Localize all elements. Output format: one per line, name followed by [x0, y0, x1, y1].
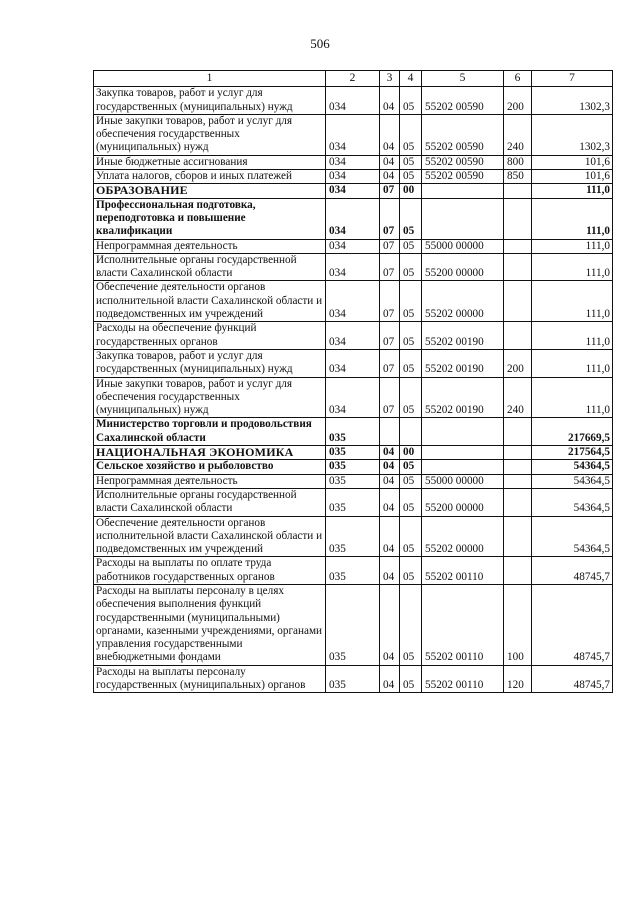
- row-section-cell: 07: [380, 349, 400, 377]
- row-article-cell: 55202 00110: [422, 665, 504, 693]
- row-expense-type-cell: 240: [504, 377, 532, 418]
- row-expense-type-cell: [504, 516, 532, 557]
- row-name-cell: Иные бюджетные ассигнования: [94, 155, 326, 169]
- row-admin-code-cell: 035: [326, 460, 380, 474]
- row-section-cell: 04: [380, 665, 400, 693]
- row-admin-code-cell: 034: [326, 198, 380, 239]
- row-subsection-cell: 05: [400, 460, 422, 474]
- row-section-cell: 04: [380, 488, 400, 516]
- row-expense-type-cell: [504, 198, 532, 239]
- row-name-cell: Расходы на выплаты персоналу государственных (муниципальных) органов: [94, 665, 326, 693]
- table-header-row: [94, 71, 613, 87]
- table-row: [94, 155, 613, 169]
- row-article-cell: 55202 00590: [422, 170, 504, 184]
- row-amount-cell: 54364,5: [532, 488, 613, 516]
- row-admin-code-cell: 035: [326, 418, 380, 446]
- row-article-cell: [422, 184, 504, 198]
- row-subsection-cell: 05: [400, 253, 422, 281]
- row-article-cell: 55200 00000: [422, 253, 504, 281]
- header-cell: 6: [504, 71, 532, 87]
- row-amount-cell: 54364,5: [532, 460, 613, 474]
- row-name-cell: Уплата налогов, сборов и иных платежей: [94, 170, 326, 184]
- header-cell: 3: [380, 71, 400, 87]
- row-section-cell: 04: [380, 474, 400, 488]
- row-amount-cell: 111,0: [532, 184, 613, 198]
- row-name-cell: Обеспечение деятельности органов исполнительной власти Сахалинской области и подведомственных им учреждений: [94, 281, 326, 322]
- row-expense-type-cell: 100: [504, 584, 532, 665]
- row-article-cell: 55202 00590: [422, 87, 504, 115]
- row-name-cell: Исполнительные органы государственной власти Сахалинской области: [94, 488, 326, 516]
- row-article-cell: 55000 00000: [422, 474, 504, 488]
- row-section-cell: 07: [380, 198, 400, 239]
- row-expense-type-cell: 240: [504, 114, 532, 155]
- row-expense-type-cell: [504, 446, 532, 460]
- row-subsection-cell: 05: [400, 584, 422, 665]
- row-expense-type-cell: [504, 557, 532, 585]
- row-section-cell: 07: [380, 239, 400, 253]
- row-section-cell: 04: [380, 114, 400, 155]
- row-subsection-cell: 05: [400, 488, 422, 516]
- row-article-cell: 55202 00590: [422, 155, 504, 169]
- row-section-cell: 07: [380, 377, 400, 418]
- row-article-cell: 55200 00000: [422, 488, 504, 516]
- row-section-cell: 07: [380, 184, 400, 198]
- row-expense-type-cell: [504, 488, 532, 516]
- row-subsection-cell: 05: [400, 281, 422, 322]
- row-expense-type-cell: [504, 474, 532, 488]
- row-expense-type-cell: 850: [504, 170, 532, 184]
- row-expense-type-cell: 800: [504, 155, 532, 169]
- table-row: [94, 460, 613, 474]
- row-article-cell: 55202 00110: [422, 557, 504, 585]
- header-cell: 4: [400, 71, 422, 87]
- table-row: [94, 516, 613, 557]
- row-section-cell: 07: [380, 253, 400, 281]
- row-admin-code-cell: 035: [326, 488, 380, 516]
- table-row: [94, 377, 613, 418]
- row-name-cell: Расходы на выплаты персоналу в целях обеспечения выполнения функций государственными (муниципальными) органами, казенными учреждениями, органами управления государственными внебюджетными фондами: [94, 584, 326, 665]
- row-subsection-cell: 05: [400, 516, 422, 557]
- row-section-cell: 07: [380, 281, 400, 322]
- row-amount-cell: 111,0: [532, 322, 613, 350]
- row-admin-code-cell: 034: [326, 87, 380, 115]
- row-article-cell: 55202 00000: [422, 281, 504, 322]
- row-subsection-cell: 05: [400, 557, 422, 585]
- table-row: [94, 239, 613, 253]
- table-row: [94, 198, 613, 239]
- row-article-cell: 55202 00190: [422, 377, 504, 418]
- row-section-cell: [380, 418, 400, 446]
- row-article-cell: 55000 00000: [422, 239, 504, 253]
- row-expense-type-cell: 200: [504, 349, 532, 377]
- row-amount-cell: 54364,5: [532, 474, 613, 488]
- row-expense-type-cell: 120: [504, 665, 532, 693]
- row-name-cell: Министерство торговли и продовольствия Сахалинской области: [94, 418, 326, 446]
- row-amount-cell: 101,6: [532, 155, 613, 169]
- row-name-cell: Иные закупки товаров, работ и услуг для обеспечения государственных (муниципальных) нужд: [94, 377, 326, 418]
- row-amount-cell: 111,0: [532, 377, 613, 418]
- table-row: [94, 114, 613, 155]
- row-admin-code-cell: 034: [326, 253, 380, 281]
- row-subsection-cell: 00: [400, 446, 422, 460]
- row-expense-type-cell: [504, 322, 532, 350]
- table-row: [94, 557, 613, 585]
- row-amount-cell: 48745,7: [532, 584, 613, 665]
- row-amount-cell: 111,0: [532, 349, 613, 377]
- table-row: [94, 349, 613, 377]
- row-amount-cell: 101,6: [532, 170, 613, 184]
- row-section-cell: 04: [380, 87, 400, 115]
- row-admin-code-cell: 035: [326, 446, 380, 460]
- row-expense-type-cell: [504, 460, 532, 474]
- row-amount-cell: 48745,7: [532, 665, 613, 693]
- row-section-cell: 04: [380, 446, 400, 460]
- row-article-cell: [422, 198, 504, 239]
- row-article-cell: [422, 418, 504, 446]
- row-name-cell: Расходы на обеспечение функций государственных органов: [94, 322, 326, 350]
- row-name-cell: Закупка товаров, работ и услуг для государственных (муниципальных) нужд: [94, 349, 326, 377]
- row-name-cell: Иные закупки товаров, работ и услуг для обеспечения государственных (муниципальных) нужд: [94, 114, 326, 155]
- row-subsection-cell: [400, 418, 422, 446]
- header-cell: 2: [326, 71, 380, 87]
- row-expense-type-cell: [504, 418, 532, 446]
- row-name-cell: Расходы на выплаты по оплате труда работников государственных органов: [94, 557, 326, 585]
- row-admin-code-cell: 034: [326, 170, 380, 184]
- table-row: [94, 281, 613, 322]
- row-admin-code-cell: 034: [326, 155, 380, 169]
- row-subsection-cell: 05: [400, 155, 422, 169]
- row-amount-cell: 1302,3: [532, 87, 613, 115]
- row-amount-cell: 48745,7: [532, 557, 613, 585]
- row-article-cell: 55202 00590: [422, 114, 504, 155]
- table-row: [94, 446, 613, 460]
- row-admin-code-cell: 035: [326, 557, 380, 585]
- table-row: [94, 170, 613, 184]
- table-row: [94, 253, 613, 281]
- header-cell: 1: [94, 71, 326, 87]
- table-row: [94, 584, 613, 665]
- row-section-cell: 04: [380, 170, 400, 184]
- row-amount-cell: 217669,5: [532, 418, 613, 446]
- row-amount-cell: 111,0: [532, 281, 613, 322]
- row-admin-code-cell: 034: [326, 239, 380, 253]
- page-number: 506: [310, 36, 330, 51]
- row-admin-code-cell: 034: [326, 281, 380, 322]
- row-amount-cell: 111,0: [532, 198, 613, 239]
- table-row: [94, 665, 613, 693]
- row-subsection-cell: 05: [400, 170, 422, 184]
- row-name-cell: Исполнительные органы государственной власти Сахалинской области: [94, 253, 326, 281]
- row-expense-type-cell: 200: [504, 87, 532, 115]
- row-amount-cell: 1302,3: [532, 114, 613, 155]
- table-row: [94, 87, 613, 115]
- table-row: [94, 474, 613, 488]
- row-section-cell: 04: [380, 155, 400, 169]
- row-name-cell: Профессиональная подготовка, переподготовка и повышение квалификации: [94, 198, 326, 239]
- row-subsection-cell: 00: [400, 184, 422, 198]
- row-section-cell: 04: [380, 557, 400, 585]
- row-name-cell: Непрограммная деятельность: [94, 239, 326, 253]
- row-name-cell: ОБРАЗОВАНИЕ: [94, 184, 326, 198]
- row-admin-code-cell: 034: [326, 184, 380, 198]
- row-admin-code-cell: 034: [326, 377, 380, 418]
- row-amount-cell: 54364,5: [532, 516, 613, 557]
- row-admin-code-cell: 034: [326, 322, 380, 350]
- row-name-cell: Закупка товаров, работ и услуг для государственных (муниципальных) нужд: [94, 87, 326, 115]
- header-cell: 7: [532, 71, 613, 87]
- row-section-cell: 04: [380, 460, 400, 474]
- row-subsection-cell: 05: [400, 665, 422, 693]
- row-admin-code-cell: 035: [326, 584, 380, 665]
- row-article-cell: 55202 00190: [422, 322, 504, 350]
- row-amount-cell: 111,0: [532, 253, 613, 281]
- row-expense-type-cell: [504, 281, 532, 322]
- row-expense-type-cell: [504, 184, 532, 198]
- row-subsection-cell: 05: [400, 474, 422, 488]
- row-article-cell: 55202 00110: [422, 584, 504, 665]
- row-expense-type-cell: [504, 253, 532, 281]
- row-article-cell: [422, 446, 504, 460]
- row-subsection-cell: 05: [400, 322, 422, 350]
- row-amount-cell: 217564,5: [532, 446, 613, 460]
- row-subsection-cell: 05: [400, 377, 422, 418]
- row-name-cell: Обеспечение деятельности органов исполнительной власти Сахалинской области и подведомственных им учреждений: [94, 516, 326, 557]
- row-admin-code-cell: 035: [326, 665, 380, 693]
- row-section-cell: 04: [380, 516, 400, 557]
- row-expense-type-cell: [504, 239, 532, 253]
- budget-table: [93, 70, 613, 693]
- row-amount-cell: 111,0: [532, 239, 613, 253]
- row-article-cell: 55202 00190: [422, 349, 504, 377]
- row-subsection-cell: 05: [400, 239, 422, 253]
- row-subsection-cell: 05: [400, 114, 422, 155]
- row-article-cell: 55202 00000: [422, 516, 504, 557]
- row-name-cell: НАЦИОНАЛЬНАЯ ЭКОНОМИКА: [94, 446, 326, 460]
- table-row: [94, 418, 613, 446]
- row-admin-code-cell: 034: [326, 114, 380, 155]
- table-row: [94, 488, 613, 516]
- header-cell: 5: [422, 71, 504, 87]
- row-name-cell: Непрограммная деятельность: [94, 474, 326, 488]
- row-name-cell: Сельское хозяйство и рыболовство: [94, 460, 326, 474]
- row-subsection-cell: 05: [400, 198, 422, 239]
- row-article-cell: [422, 460, 504, 474]
- row-admin-code-cell: 035: [326, 474, 380, 488]
- row-section-cell: 04: [380, 584, 400, 665]
- row-admin-code-cell: 035: [326, 516, 380, 557]
- row-admin-code-cell: 034: [326, 349, 380, 377]
- row-subsection-cell: 05: [400, 349, 422, 377]
- row-subsection-cell: 05: [400, 87, 422, 115]
- row-section-cell: 07: [380, 322, 400, 350]
- table-row: [94, 184, 613, 198]
- table-row: [94, 322, 613, 350]
